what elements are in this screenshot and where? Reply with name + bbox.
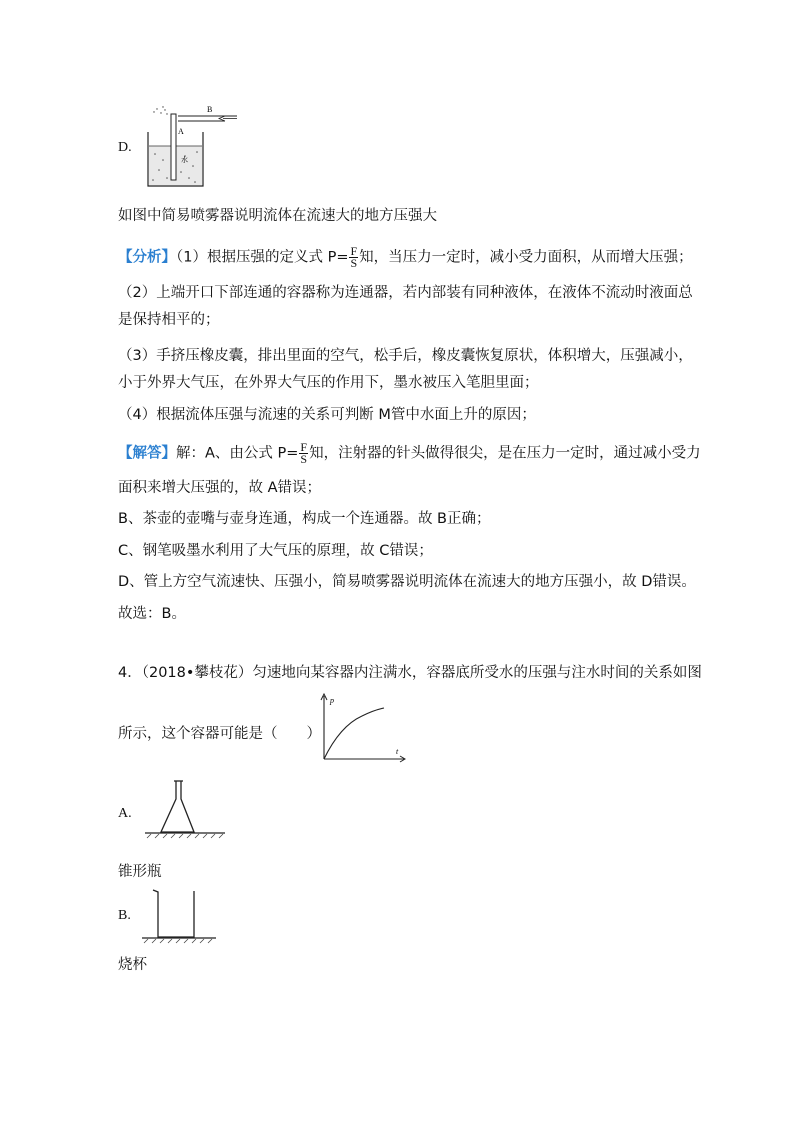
option-b-caption: 烧杯 bbox=[118, 957, 147, 973]
answer-line-1: 【解答】解：A、由公式 P= $\frac{F}{S}$ 知，注射器的针头做得很尖，是在压力一定时，通过减小受力 bbox=[118, 440, 701, 466]
analysis-line-5: 小于外界大气压，在外界大气压的作用下，墨水被压入笔胆里面； bbox=[118, 375, 539, 391]
pressure-time-graph bbox=[318, 692, 408, 764]
analysis-line-2: （2）上端开口下部连通的容器称为连通器，若内部装有同种液体，在液体不流动时液面总 bbox=[118, 285, 693, 301]
answer-line-3: B、茶壶的壶嘴与壶身连通，构成一个连通器。故 B正确； bbox=[118, 511, 491, 527]
graph-x-label: t bbox=[396, 747, 399, 756]
option-a-label: A. bbox=[118, 806, 132, 821]
fig-letter-a: A bbox=[178, 127, 184, 136]
fig-letter-b: B bbox=[207, 105, 213, 114]
answer-line-4: C、钢笔吸墨水利用了大气压的原理，故 C错误； bbox=[118, 543, 433, 559]
analysis-line-1: 【分析】（1）根据压强的定义式 P= $\frac{F}{S}$ 知，当压力一定时，减小受力面积，从而增大压强； bbox=[118, 244, 693, 270]
analysis-line-3: 是保持相平的； bbox=[118, 312, 220, 328]
pressure-formula-fraction: $\frac{F}{S}$ bbox=[350, 244, 358, 270]
option-d-caption: 如图中简易喷雾器说明流体在流速大的地方压强大 bbox=[118, 208, 437, 224]
option-d-label: D. bbox=[118, 140, 132, 155]
analysis-line-4: （3）手挤压橡皮囊，排出里面的空气，松手后，橡皮囊恢复原状，体积增大，压强减小， bbox=[118, 348, 693, 364]
question-4-line-2: 所示，这个容器可能是（ ） bbox=[118, 726, 321, 742]
answer-tag: 【解答】 bbox=[118, 445, 176, 462]
fig-text-water: 水 bbox=[181, 156, 188, 164]
option-b-label: B. bbox=[118, 908, 131, 923]
pressure-formula-fraction: $\frac{F}{S}$ bbox=[300, 440, 308, 466]
graph-y-label: p bbox=[330, 696, 334, 705]
conical-flask-figure bbox=[143, 777, 227, 839]
sprayer-figure bbox=[145, 104, 240, 190]
beaker-figure bbox=[140, 886, 220, 944]
analysis-tag: 【分析】 bbox=[118, 249, 176, 266]
analysis-line-6: （4）根据流体压强与流速的关系可判断 M管中水面上升的原因； bbox=[118, 407, 536, 423]
question-4-line-1: 4．（2018•攀枝花）匀速地向某容器内注满水，容器底所受水的压强与注水时间的关系如图 bbox=[118, 665, 702, 681]
option-a-caption: 锥形瓶 bbox=[118, 864, 162, 880]
answer-line-6: 故选：B。 bbox=[118, 606, 186, 622]
answer-line-5: D、管上方空气流速快、压强小，简易喷雾器说明流体在流速大的地方压强小，故 D错误。 bbox=[118, 574, 696, 590]
answer-line-2: 面积来增大压强的，故 A错误； bbox=[118, 480, 322, 496]
